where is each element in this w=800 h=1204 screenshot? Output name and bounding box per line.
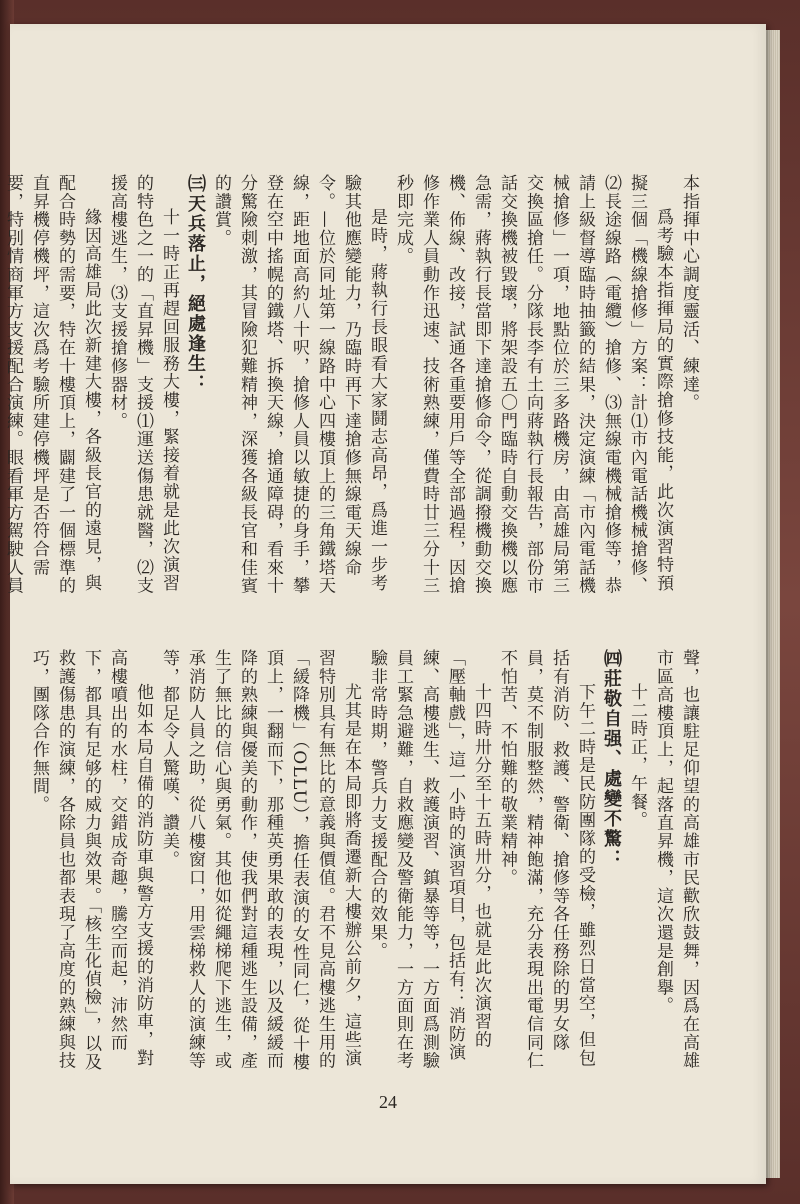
paragraph: 十一時正再趕回服務大樓，緊接着就是此次演習的特色之一的「直昇機」支援⑴運送傷患就醫，⑵支援高樓逃生，⑶支援搶修器材。 [107, 174, 179, 595]
book-page [3, 24, 766, 1184]
page-number: 24 [379, 1092, 397, 1112]
paragraph: 尤其是在本局即將喬遷新大樓辦公前夕，這些演習特別具有無比的意義與價值。君不見高樓逃生用的「緩降機」（OLLU），擔任表演的女性同仁，從十樓頂上，一翻而下，那種英勇果敢的表現，以及緩緩而降的熟練與優美的動作，使我們對這種逃生設備，產生了無比的信心與勇氣。其他如從繩梯爬下逃生，或承消防人員之助，從八樓窗口，用雲梯救人的演練等等，都足令人驚嘆、讚美。 [159, 649, 361, 1072]
text-block-upper [3, 174, 702, 604]
section-heading: ㈣莊敬自强、處變不驚： [601, 649, 622, 869]
paragraph: 是時，蔣執行長眼看大家鬪志高昂，爲進一步考驗其他應變能力，乃臨時再下達搶修無線電天線命令。—位於同址第一線路中心四樓頂上的三角鐵塔天線，距地面高約八十呎，搶修人員以敏捷的身手，攀登在空中搖幌的鐵塔、拆換天線，搶通障碍，看來十分驚險刺激，其冒險犯難精神，深獲各級長官和佳賓的讚賞。 [211, 174, 387, 595]
paragraph: 十二時正，午餐。 [627, 683, 647, 830]
text-block-lower [29, 649, 702, 1079]
paragraph: 十四時卅分至十五時卅分，也就是此次演習的「壓軸戲」，這一小時的演習項目，包括有：消防演練、高樓逃生、救護演習、鎮暴等等，一方面爲測驗員工緊急避難，自救應變及警衛能力，一方面則在考驗非常時期，警兵力支援配合的效果。 [367, 649, 491, 1070]
paragraph: 他如本局自備的消防車與警方支援的消防車，對高樓噴出的水柱，交錯成奇趣，騰空而起，沛然而下，都具有足够的威力與效果。「核生化偵檢」，以及救護傷患的演練，各除員也都表現了高度的熟練與技巧，團隊合作無間。 [29, 649, 153, 1072]
paragraph: 爲考驗本指揮局的實際搶修技能，此次演習特預擬三個「機線搶修」方案：計⑴市內電話機械搶修、⑵長途線路（電纜）搶修、⑶無線電機械搶修等，恭請上級督導臨時抽籤的結果，決定演練「市內電話機械搶修」一項，地點位於三多路機房，由高雄局第三交換區搶任。分隊長李有土向蔣執行長報告，部份市話交換機被毀壞，將架設五〇門臨時自動交換機以應急需，蔣執行長當即下達搶修命令，從調撥機動交換機、佈線、改接，試通各重要用戶等全部過程，因搶修作業人員動作迅速、技術熟練，僅費時廿三分十三秒即完成。 [393, 174, 673, 595]
paragraph: 下午二時是民防團隊的受檢，雖烈日當空，但包括有消防、救護、警衛、搶修等各任務除的男女隊員，莫不制服整然，精神飽滿，充分表現出電信同仁不怕苦、不怕難的敬業精神。 [497, 649, 595, 1070]
paragraph: 本指揮中心調度靈活、練達。 [679, 174, 699, 412]
section-heading: ㈢天兵落止，絕處逢生： [185, 174, 206, 394]
paragraph: 緣因高雄局此次新建大樓，各級長官的遠見，與配合時勢的需要，特在十樓頂上，闢建了一個標準的直昇機停機坪，這次爲考驗所建停機坪是否符合需要，特別情商軍方支援配合演練。眼看軍方駕駛人員 [3, 174, 101, 595]
paragraph: 聲，也讓駐足仰望的高雄市民歡欣鼓舞，因爲在高雄市區高樓頂上，起落直昇機，這次還是創擧。 [653, 649, 699, 1070]
page-stack-edge [766, 30, 780, 1178]
